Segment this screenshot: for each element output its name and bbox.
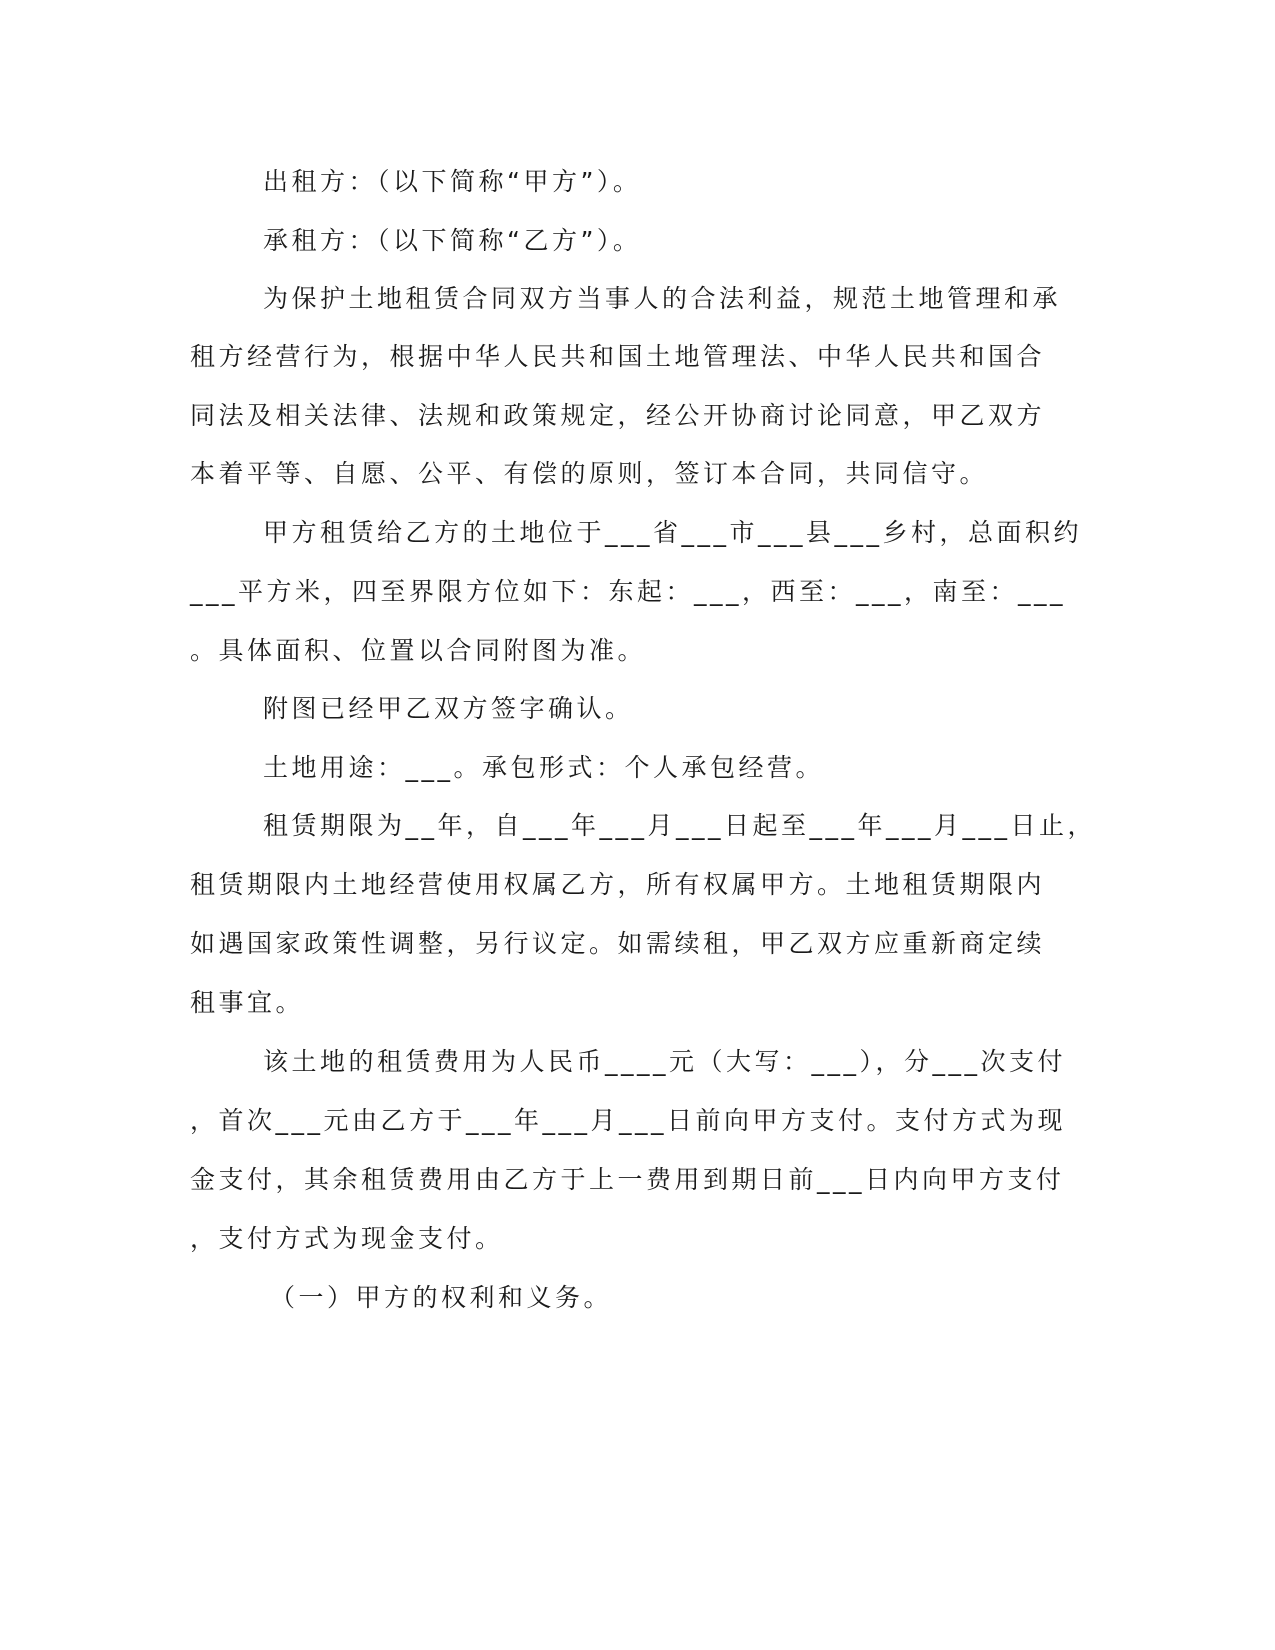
paragraph-fee-line-3: 金支付，其余租赁费用由乙方于上一费用到期日前___日内向甲方支付: [190, 1165, 1065, 1194]
paragraph-fee-line-2: ，首次___元由乙方于___年___月___日前向甲方支付。支付方式为现: [190, 1106, 1067, 1135]
paragraph-purpose-line-3: 同法及相关法律、法规和政策规定，经公开协商讨论同意，甲乙双方: [190, 401, 1046, 430]
land-use-line: 土地用途：___。承包形式：个人承包经营。: [263, 753, 825, 782]
paragraph-term-line-4: 租事宜。: [190, 988, 305, 1017]
section-heading-lessor-rights: （一）甲方的权利和义务。: [270, 1283, 613, 1312]
paragraph-location-line-3: 。具体面积、位置以合同附图为准。: [190, 636, 647, 665]
paragraph-purpose-line-2: 租方经营行为，根据中华人民共和国土地管理法、中华人民共和国合: [190, 342, 1046, 371]
paragraph-location-line-1: 甲方租赁给乙方的土地位于___省___市___县___乡村，总面积约: [263, 518, 1083, 547]
paragraph-term-line-3: 如遇国家政策性调整，另行议定。如需续租，甲乙双方应重新商定续: [190, 929, 1046, 958]
paragraph-term-line-1: 租赁期限为__年，自___年___月___日起至___年___月___日止，: [263, 811, 1097, 840]
lessor-line: 出租方：（以下简称“甲方”）。: [263, 167, 642, 196]
paragraph-purpose-line-1: 为保护土地租赁合同双方当事人的合法利益，规范土地管理和承: [263, 284, 1062, 313]
attachment-confirm-line: 附图已经甲乙双方签字确认。: [263, 694, 634, 723]
paragraph-location-line-2: ___平方米，四至界限方位如下：东起：___，西至：___，南至：___: [190, 577, 1067, 606]
paragraph-fee-line-1: 该土地的租赁费用为人民币____元（大写：___），分___次支付: [263, 1047, 1067, 1076]
paragraph-purpose-line-4: 本着平等、自愿、公平、有偿的原则，签订本合同，共同信守。: [190, 459, 989, 488]
lessee-line: 承租方：（以下简称“乙方”）。: [263, 226, 642, 255]
paragraph-fee-line-4: ，支付方式为现金支付。: [190, 1224, 504, 1253]
paragraph-term-line-2: 租赁期限内土地经营使用权属乙方，所有权属甲方。土地租赁期限内: [190, 870, 1046, 899]
